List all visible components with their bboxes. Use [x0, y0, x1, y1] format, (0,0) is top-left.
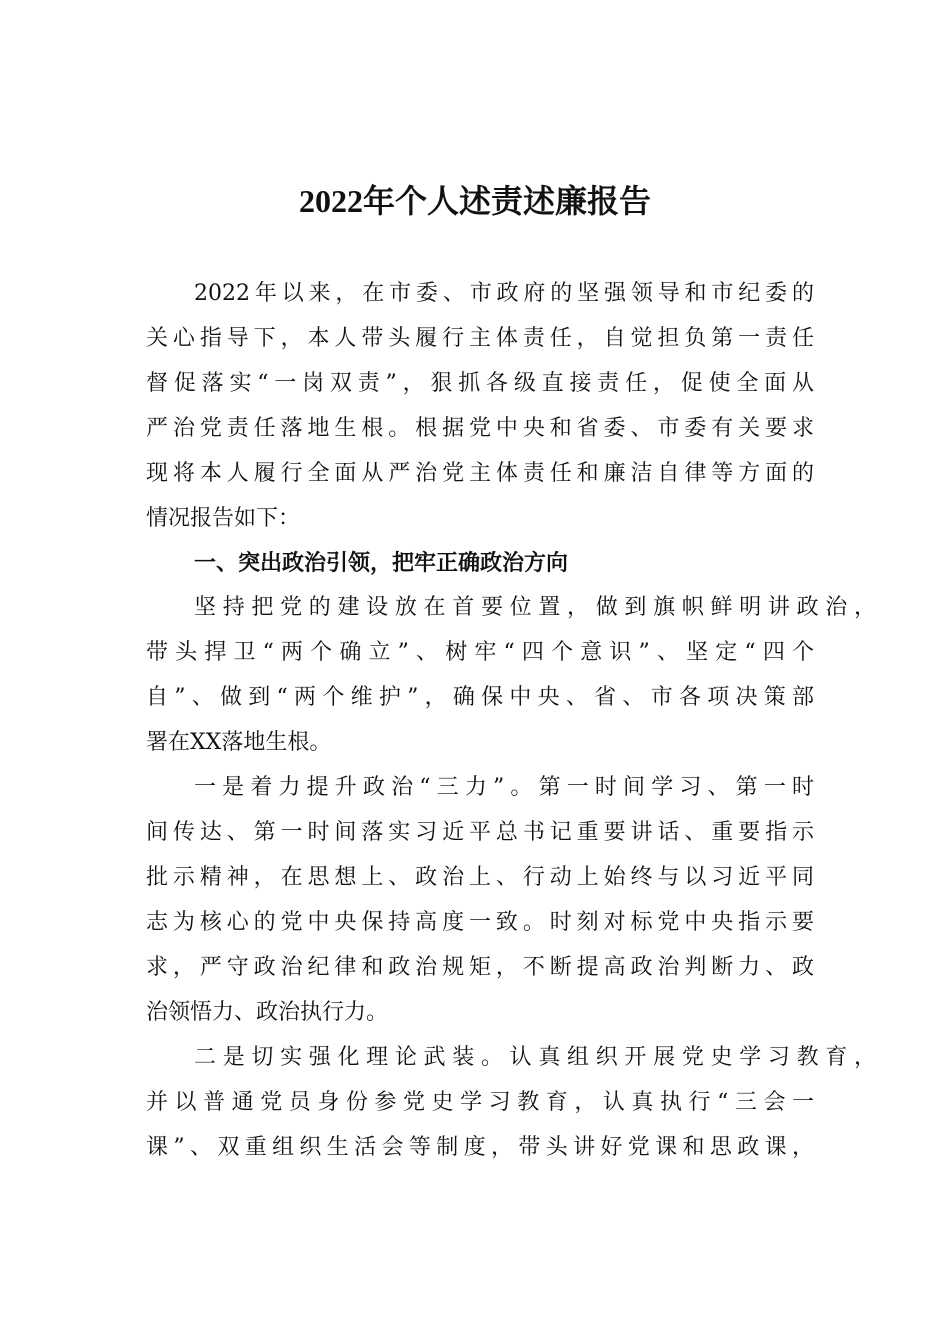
text-line: 志为核心的党中央保持高度一致。时刻对标党中央指示要: [146, 910, 814, 935]
text-line: 一是着力提升政治“三力”。第一时间学习、第一时: [194, 775, 814, 800]
text-line: 坚持把党的建设放在首要位置，做到旗帜鲜明讲政治，: [194, 595, 876, 620]
text-line: 求，严守政治纪律和政治规矩，不断提高政治判断力、政: [146, 955, 814, 980]
text-line: 间传达、第一时间落实习近平总书记重要讲话、重要指示: [146, 820, 814, 845]
paragraph-2: [146, 768, 814, 1038]
text-line: 二是切实强化理论武装。认真组织开展党史学习教育，: [194, 1045, 876, 1070]
text-line: 并以普通党员身份参党史学习教育，认真执行“三会一: [146, 1090, 814, 1115]
text-line: 严治党责任落地生根。根据党中央和省委、市委有关要求: [146, 416, 814, 441]
text-line: 现将本人履行全面从严治党主体责任和廉洁自律等方面的: [146, 461, 814, 486]
text-line: 2022年以来，在市委、市政府的坚强领导和市纪委的: [194, 281, 814, 306]
document-title: 2022年个人述责述廉报告: [298, 183, 651, 219]
text-line: 署在XX落地生根。: [146, 730, 332, 755]
text-line: 治领悟力、政治执行力。: [146, 1000, 389, 1025]
text-line: 批示精神，在思想上、政治上、行动上始终与以习近平同: [146, 865, 814, 890]
text-line: 情况报告如下：: [146, 506, 301, 531]
text-line: 带头捍卫“两个确立”、树牢“四个意识”、坚定“四个: [146, 640, 814, 665]
paragraph-1: [146, 588, 876, 768]
text-line: 关心指导下，本人带头履行主体责任，自觉担负第一责任: [146, 326, 814, 351]
section-heading: 一、突出政治引领，把牢正确政治方向: [194, 551, 569, 576]
text-line: 课”、双重组织生活会等制度，带头讲好党课和思政课，: [146, 1135, 814, 1160]
paragraph-intro: [146, 274, 814, 544]
document-body: [146, 274, 876, 1173]
text-line: 自”、做到“两个维护”，确保中央、省、市各项决策部: [146, 685, 814, 710]
paragraph-3: [146, 1038, 876, 1173]
text-line: 督促落实“一岗双责”，狠抓各级直接责任，促使全面从: [146, 371, 814, 396]
